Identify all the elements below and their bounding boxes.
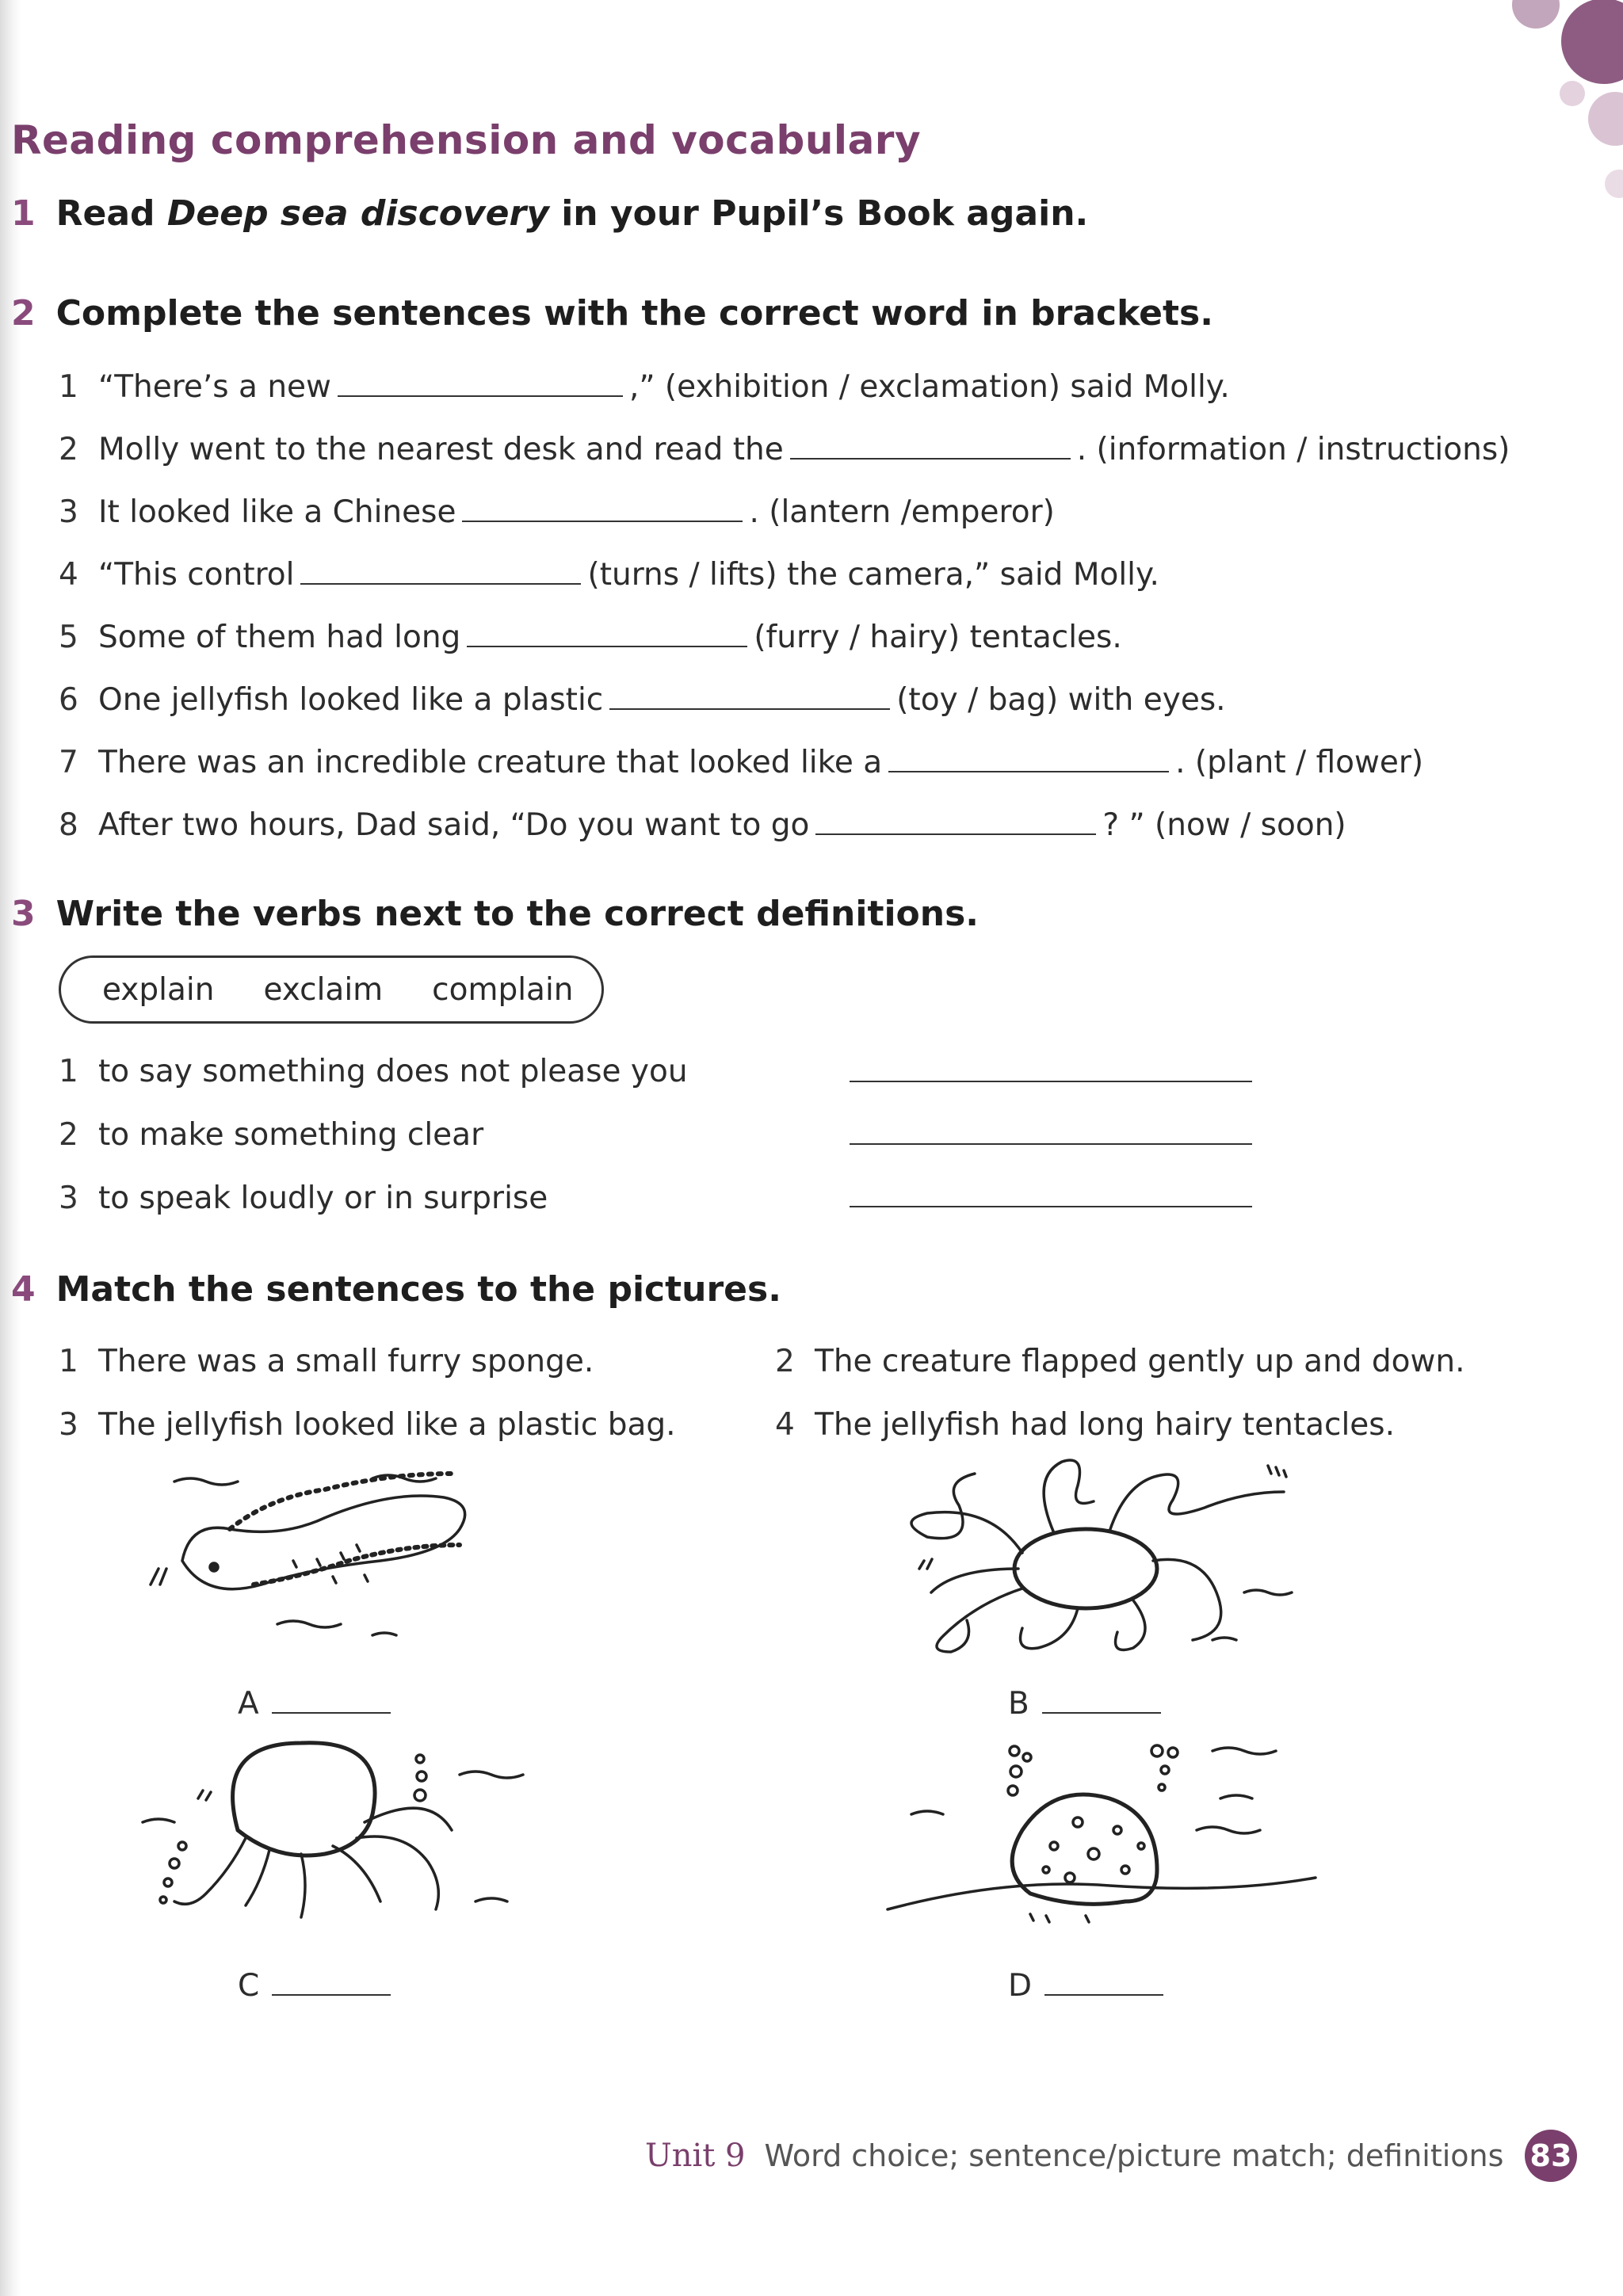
q3-item-1 [59, 1054, 688, 1089]
answer-blank[interactable] [815, 833, 1096, 835]
question-2 [11, 293, 1213, 334]
question-number: 4 [11, 1269, 36, 1310]
item-number: 3 [59, 1180, 78, 1216]
picture-letter: A [238, 1686, 259, 1722]
word-box [59, 955, 604, 1024]
picture-letter: B [1008, 1686, 1029, 1722]
sentence-text: The jellyfish looked like a plastic bag. [98, 1407, 676, 1443]
answer-blank[interactable] [888, 770, 1169, 772]
q3-item-3 [59, 1180, 548, 1216]
definition-text: to say something does not please you [98, 1054, 688, 1089]
sentence-text: There was a small furry sponge. [98, 1344, 594, 1379]
q2-instruction: Complete the sentences with the correct word in brackets. [55, 293, 1213, 334]
item-number: 1 [59, 1344, 78, 1379]
item-text-before: “This control [98, 557, 295, 593]
answer-blank[interactable] [609, 707, 890, 710]
q3-item-2 [59, 1117, 483, 1153]
item-number: 2 [775, 1344, 795, 1379]
item-text-after: . (lantern /emperor) [749, 494, 1055, 530]
definition-text: to speak loudly or in surprise [98, 1180, 548, 1216]
picture-answer-blank[interactable] [1044, 1993, 1163, 1996]
item-number: 3 [59, 494, 78, 530]
q4-instruction: Match the sentences to the pictures. [55, 1269, 781, 1310]
item-text-before: Molly went to the nearest desk and read the [98, 432, 784, 467]
question-3 [11, 894, 979, 934]
q4-sentence-3 [59, 1407, 676, 1443]
item-number: 1 [59, 369, 78, 405]
sentence-text: The creature flapped gently up and down. [815, 1344, 1465, 1379]
question-4 [11, 1269, 781, 1310]
definition-answer-line[interactable] [850, 1206, 1252, 1207]
answer-blank[interactable] [338, 395, 623, 397]
q2-item-7 [59, 745, 1423, 780]
item-text-after: (turns / lifts) the camera,” said Molly. [587, 557, 1159, 593]
item-text-before: Some of them had long [98, 620, 461, 655]
hairy-tentacle-jellyfish-icon [896, 1450, 1339, 1664]
item-text-after: (furry / hairy) tentacles. [754, 620, 1122, 655]
sentence-text: The jellyfish had long hairy tentacles. [815, 1407, 1395, 1443]
item-text-after: ,” (exhibition / exclamation) said Molly. [628, 369, 1230, 405]
item-number: 4 [59, 557, 78, 593]
page-footer [645, 2138, 1503, 2174]
answer-blank[interactable] [790, 457, 1071, 460]
picture-answer-blank[interactable] [272, 1711, 391, 1714]
picture-label-c [238, 1968, 397, 2004]
item-text-before: It looked like a Chinese [98, 494, 456, 530]
item-text-after: . (information / instructions) [1076, 432, 1510, 467]
jellyfish-bag-icon [127, 1727, 555, 1925]
q2-item-8 [59, 807, 1346, 843]
item-text-before: There was an incredible creature that looked like a [98, 745, 883, 780]
q4-sentence-4 [775, 1407, 1395, 1443]
item-number: 4 [775, 1407, 795, 1443]
picture-label-d [1008, 1968, 1170, 2004]
item-number: 7 [59, 745, 78, 780]
item-text-after: (toy / bag) with eyes. [896, 682, 1226, 718]
sponge-icon [880, 1735, 1323, 1925]
answer-blank[interactable] [467, 645, 747, 647]
q4-sentence-1 [59, 1344, 594, 1379]
footer-topic: Word choice; sentence/picture match; definitions [764, 2138, 1504, 2173]
item-number: 6 [59, 682, 78, 718]
q2-item-5 [59, 620, 1122, 655]
question-number: 2 [11, 293, 36, 334]
picture-label-a [238, 1686, 397, 1722]
q2-item-4 [59, 557, 1159, 593]
page-number: 83 [1525, 2130, 1577, 2182]
item-text-after: ? ” (now / soon) [1102, 807, 1346, 843]
answer-blank[interactable] [300, 582, 581, 585]
question-number: 3 [11, 894, 36, 934]
picture-letter: C [238, 1968, 260, 2004]
definition-answer-line[interactable] [850, 1143, 1252, 1145]
furry-sea-creature-icon [135, 1466, 547, 1656]
picture-label-b [1008, 1686, 1167, 1722]
q4-sentence-2 [775, 1344, 1465, 1379]
decorative-dots-icon [1417, 0, 1623, 238]
q1-text-after: in your Pupil’s Book again. [548, 193, 1089, 234]
question-1 [11, 193, 1088, 234]
item-text-before: One jellyfish looked like a plastic [98, 682, 604, 718]
item-text-after: . (plant / flower) [1175, 745, 1424, 780]
q3-instruction: Write the verbs next to the correct definitions. [55, 894, 980, 934]
q2-item-6 [59, 682, 1226, 718]
word-explain: explain [102, 971, 215, 1008]
word-exclaim: exclaim [263, 971, 384, 1008]
picture-letter: D [1008, 1968, 1033, 2004]
q2-item-1 [59, 369, 1230, 405]
page-binding-shadow [0, 0, 21, 2296]
answer-blank[interactable] [462, 520, 743, 522]
q1-text-before: Read [55, 193, 167, 234]
section-title: Reading comprehension and vocabulary [11, 117, 922, 163]
item-text-before: “There’s a new [98, 369, 331, 405]
q2-item-2 [59, 432, 1510, 467]
picture-answer-blank[interactable] [1042, 1711, 1161, 1714]
item-number: 3 [59, 1407, 78, 1443]
word-complain: complain [432, 971, 574, 1008]
question-number: 1 [11, 193, 36, 234]
item-text-before: After two hours, Dad said, “Do you want to go [98, 807, 810, 843]
definition-text: to make something clear [98, 1117, 484, 1153]
item-number: 8 [59, 807, 78, 843]
picture-answer-blank[interactable] [272, 1993, 391, 1996]
item-number: 2 [59, 1117, 78, 1153]
footer-unit: Unit 9 [645, 2138, 746, 2174]
book-title: Deep sea discovery [166, 193, 549, 234]
q2-item-3 [59, 494, 1055, 530]
item-number: 1 [59, 1054, 78, 1089]
definition-answer-line[interactable] [850, 1081, 1252, 1082]
item-number: 2 [59, 432, 78, 467]
item-number: 5 [59, 620, 78, 655]
